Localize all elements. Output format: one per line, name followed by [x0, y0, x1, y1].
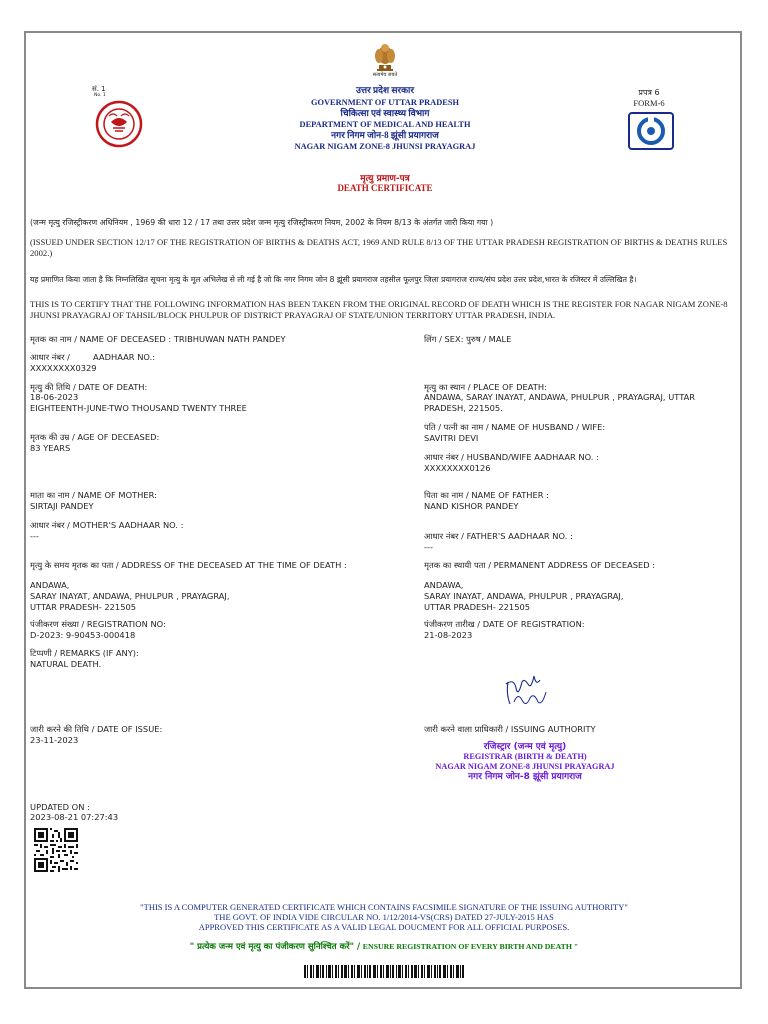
- age-label: मृतक की उम्र / AGE OF DECEASED:: [30, 432, 160, 442]
- permanent-address-line3: UTTAR PRADESH- 221505: [424, 602, 531, 612]
- address-label: मृत्यु के समय मृतक का पता / ADDRESS OF THE DECEASED AT THE TIME OF DEATH :: [30, 560, 347, 570]
- place-of-death-label: मृत्यु का स्थान / PLACE OF DEATH:: [424, 382, 547, 392]
- date-of-death-words: EIGHTEENTH-JUNE-TWO THOUSAND TWENTY THREE: [30, 403, 247, 413]
- deceased-name: मृतक का नाम / NAME OF DECEASED : TRIBHUWAN NATH PANDEY: [30, 334, 286, 344]
- issue-date-label: जारी करने की तिथि / DATE OF ISSUE:: [30, 724, 163, 734]
- form-english: FORM-6: [633, 98, 665, 108]
- emblem-motto: सत्यमेव जयते: [372, 72, 398, 78]
- spouse-aadhaar-value: XXXXXXXX0126: [424, 463, 491, 473]
- aadhaar-value: XXXXXXXX0329: [30, 363, 97, 373]
- issuing-authority-label: जारी करने वाला प्राधिकारी / ISSUING AUTHORITY: [424, 724, 596, 734]
- office-english: NAGAR NIGAM ZONE-8 JHUNSI PRAYAGRAJ: [294, 142, 476, 151]
- permanent-address-label: मृतक का स्थायी पता / PERMANENT ADDRESS OF DECEASED :: [424, 560, 656, 570]
- remarks-label: टिप्पणी / REMARKS (IF ANY):: [30, 648, 139, 658]
- remarks-value: NATURAL DEATH.: [30, 659, 102, 669]
- serial-hindi: सं. 1: [92, 85, 106, 93]
- registration-date-label: पंजीकरण तारीख / DATE OF REGISTRATION:: [424, 619, 585, 629]
- barcode-icon: [304, 965, 464, 978]
- registration-no-value: D-2023: 9-90453-000418: [30, 630, 136, 640]
- crs-logo-icon: [628, 112, 674, 150]
- office-hindi: नगर निगम जोन-8 झूंसी प्रयागराज: [331, 130, 439, 140]
- footer-line2: THE GOVT. OF INDIA VIDE CIRCULAR NO. 1/12/2014-VS(CRS) DATED 27-JULY-2015 HAS: [214, 912, 554, 922]
- slogan: [30, 941, 738, 952]
- updated-label: UPDATED ON :: [30, 802, 90, 812]
- father-name-value: NAND KISHOR PANDEY: [424, 501, 519, 511]
- registrar-line1: रजिस्ट्रार (जन्म एवं मृत्यु): [483, 742, 567, 752]
- certify-english: THIS IS TO CERTIFY THAT THE FOLLOWING INFORMATION HAS BEEN TAKEN FROM THE ORIGINAL RECORD OF DEATH WHICH IS THE REGISTER FOR NAGAR NIGAM ZONE-8 JHUNSI PRAYAGRAJ OF TAHSIL/BLOCK PHULPUR OF DISTRICT PRAYAGRAJ OF STATE/UNION TERRITORY UTTAR PRADESH, INDIA.: [30, 299, 728, 320]
- updated-value: 2023-08-21 07:27:43: [30, 812, 119, 822]
- govt-hindi: उत्तर प्रदेश सरकार: [355, 85, 415, 95]
- registrar-line2: REGISTRAR (BIRTH & DEATH): [463, 752, 587, 761]
- footer-line1: "THIS IS A COMPUTER GENERATED CERTIFICATE WHICH CONTAINS FACSIMILE SIGNATURE OF THE ISSUING AUTHORITY": [140, 902, 628, 912]
- footer-line3: APPROVED THIS CERTIFICATE AS A VALID LEGAL DOUCMENT FOR ALL OFFICIAL PURPOSES.: [198, 922, 570, 932]
- registrar-line4: नगर निगम जोन-8 झूंसी प्रयागराज: [468, 772, 582, 782]
- permanent-address-line1: ANDAWA,: [424, 580, 464, 590]
- dept-english: DEPARTMENT OF MEDICAL AND HEALTH: [299, 120, 471, 129]
- date-of-death-value: 18-06-2023: [30, 392, 79, 402]
- address-line3: UTTAR PRADESH- 221505: [30, 602, 137, 612]
- spouse-name-label: पति / पत्नी का नाम / NAME OF HUSBAND / WIFE:: [424, 422, 606, 432]
- spouse-name-value: SAVITRI DEVI: [424, 433, 479, 443]
- father-name-label: पिता का नाम / NAME OF FATHER :: [424, 490, 549, 500]
- national-emblem-icon: [370, 41, 400, 73]
- qr-code-icon: [34, 828, 78, 872]
- father-aadhaar-value: ---: [424, 542, 433, 552]
- issue-date-value: 23-11-2023: [30, 735, 79, 745]
- title-english: DEATH CERTIFICATE: [337, 183, 433, 193]
- serial-english: No. 1: [94, 93, 106, 98]
- issued-hindi: (जन्म मृत्यु रजिस्ट्रीकरण अधिनियम , 1969 की धारा 12 / 17 तथा उत्तर प्रदेश जन्म मृत्यु रजिस्ट्रीकरण नियम, 2002 के नियम 8/13 के अंतर्गत जारी किया गया ): [30, 218, 494, 227]
- address-line1: ANDAWA,: [30, 580, 70, 590]
- permanent-address-line2: SARAY INAYAT, ANDAWA, PHULPUR , PRAYAGRAJ,: [424, 591, 624, 601]
- title-hindi: मृत्यु प्रमाण-पत्र: [360, 174, 410, 184]
- slogan-english: ENSURE REGISTRATION OF EVERY BIRTH AND DEATH ": [362, 942, 579, 951]
- slogan-hindi: " प्रत्येक जन्म एवं मृत्यु का पंजीकरण सुनिश्चित करें" /: [189, 942, 361, 952]
- mother-name-value: SIRTAJI PANDEY: [30, 501, 94, 511]
- registration-no-label: पंजीकरण संख्या / REGISTRATION NO:: [30, 619, 166, 629]
- place-of-death-value: ANDAWA, SARAY INAYAT, ANDAWA, PHULPUR , PRAYAGRAJ, UTTAR PRADESH, 221505.: [424, 392, 696, 413]
- issued-english: (ISSUED UNDER SECTION 12/17 OF THE REGISTRATION OF BIRTHS & DEATHS ACT, 1969 AND RULE 8/13 OF THE UTTAR PRADESH REGISTRATION OF BIRTHS & DEATHS RULES 2002.): [30, 237, 728, 258]
- mother-aadhaar-value: ---: [30, 531, 39, 541]
- father-aadhaar-label: आधार नंबर / FATHER'S AADHAAR NO. :: [424, 531, 573, 541]
- dept-hindi: चिकित्सा एवं स्वास्थ्य विभाग: [340, 108, 430, 118]
- mother-aadhaar-label: आधार नंबर / MOTHER'S AADHAAR NO. :: [30, 520, 184, 530]
- age-value: 83 YEARS: [30, 443, 71, 453]
- registrar-signature-icon: [500, 672, 556, 712]
- form-hindi: प्रपत्र 6: [638, 88, 660, 97]
- registration-date-value: 21-08-2023: [424, 630, 473, 640]
- date-of-death-label: मृत्यु की तिथि / DATE OF DEATH:: [30, 382, 148, 392]
- aadhaar-label: AADHAAR NO.:: [93, 352, 156, 362]
- address-line2: SARAY INAYAT, ANDAWA, PHULPUR , PRAYAGRAJ,: [30, 591, 230, 601]
- registrar-line3: NAGAR NIGAM ZONE-8 JHUNSI PRAYAGRAJ: [435, 762, 615, 771]
- aadhaar-label-hindi: आधार नंबर /: [30, 352, 70, 362]
- govt-english: GOVERNMENT OF UTTAR PRADESH: [310, 98, 460, 107]
- up-government-seal-icon: [95, 100, 143, 148]
- sex-field: लिंग / SEX: पुरुष / MALE: [424, 334, 512, 344]
- certify-hindi: यह प्रमाणित किया जाता है कि निम्नलिखित सूचना मृत्यु के मूल अभिलेख से ली गई है जो कि नगर निगम जोन 8 झूंसी प्रयागराज तहसील फूलपुर जिला प्रयागराज राज्य/संघ प्रदेश उत्तर प्रदेश,भारत के रजिस्टर में उल्लिखित है।: [30, 275, 637, 284]
- mother-name-label: माता का नाम / NAME OF MOTHER:: [30, 490, 157, 500]
- spouse-aadhaar-label: आधार नंबर / HUSBAND/WIFE AADHAAR NO. :: [424, 452, 599, 462]
